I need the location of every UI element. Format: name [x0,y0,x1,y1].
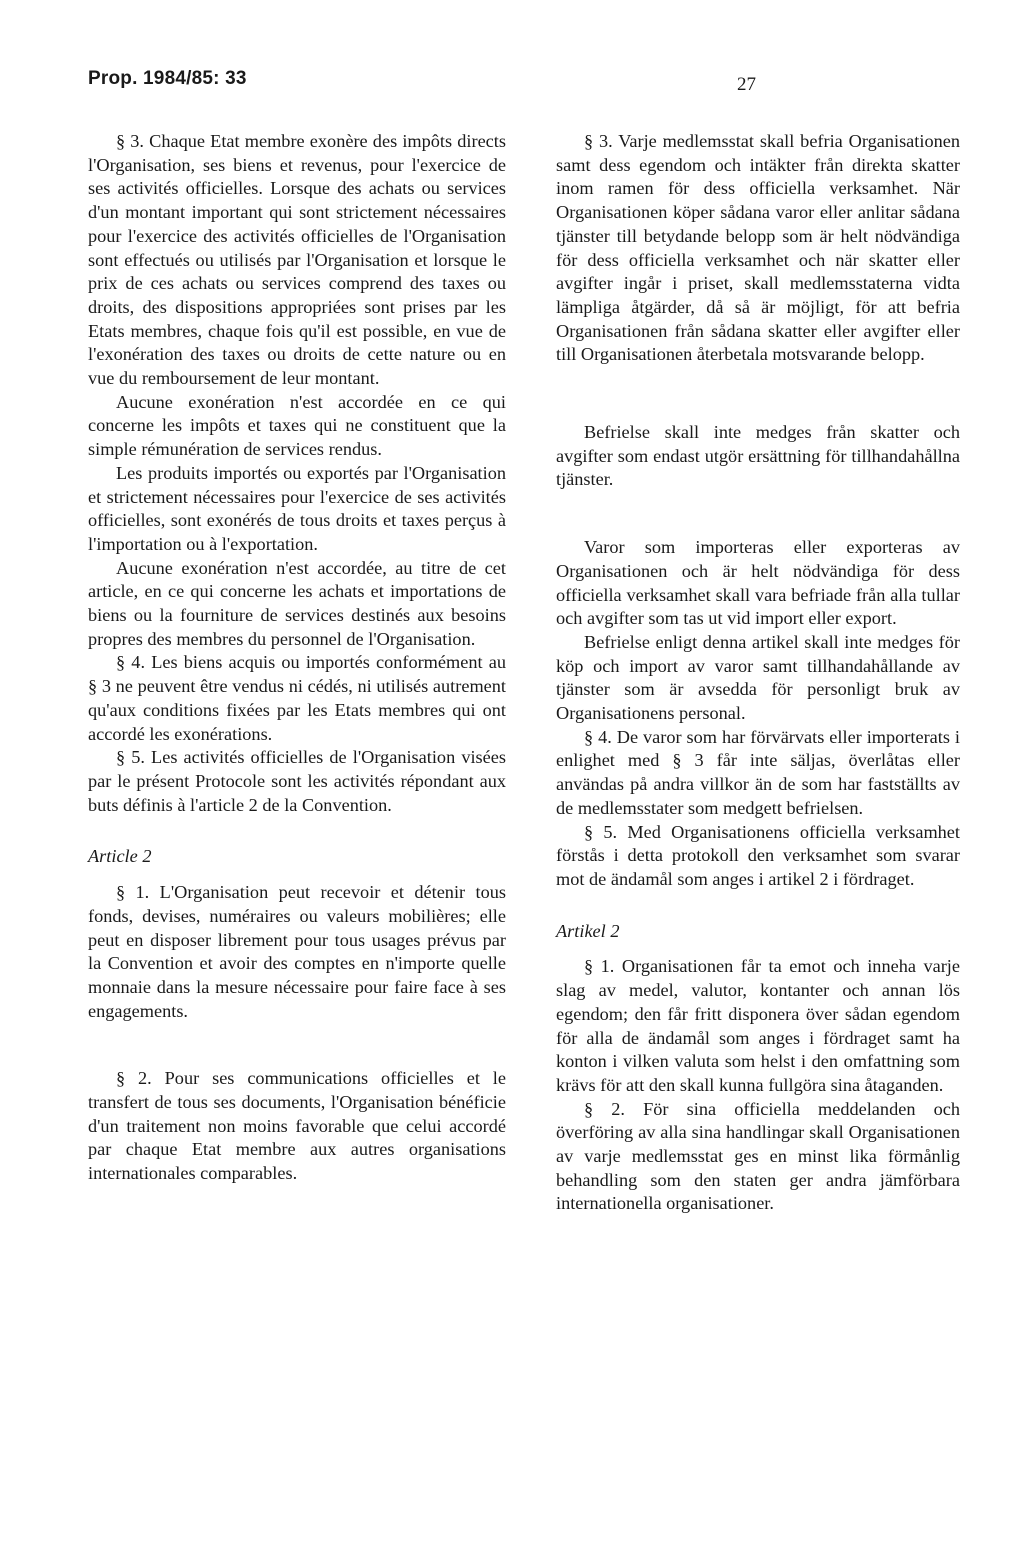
sv-section-3-paragraph-2: Befrielse skall inte medges från skatter och avgifter som endast utgör ersättning för tillhandahållna tjänster. [556,422,960,490]
fr-section-3-paragraph-4: Aucune exonération n'est accordée, au titre de cet article, en ce qui concerne les achats et importations de biens ou la fourniture de services destinés aux besoins propres des membres du personnel de l'Organisation. [88,557,506,649]
sv-section-3-paragraph-1: § 3. Varje medlemsstat skall befria Organisationen samt dess egendom och intäkter från direkta skatter inom ramen för dess officiella verksamhet. När Organisationen köper sådana varor eller anlitar sådana tjänster till betydande belopp som är helt nödvändiga för dess officiella verksamhet och när skatter eller avgifter ingår i priset, skall medlemsstaterna vidta lämpliga åtgärder, då så är möjligt, för att befria Organisationen från sådana skatter eller avgifter eller till Organisationen återbetala motsvarande belopp. [556,131,960,365]
fr-article-heading: Article 2 [88,846,152,867]
fr-section-3-paragraph-3: Les produits importés ou exportés par l'Organisation et strictement nécessaires pour l'exercice de ses activités officielles, sont exonérés de tous droits et taxes perçus à l'importation ou à l'exportation. [88,462,506,554]
sv-article-2-section-1: § 1. Organisationen får ta emot och inneha varje slag av medel, valutor, kontanter och annan lös egendom; den får fritt disponera över sådan egendom för alla de ändamål som anges i fördraget samt ha konton i vilken valuta som helst i den omfattning som krävs för att den skall kunna fullgöra sina åtaganden. [556,956,960,1095]
swedish-column [556,130,960,1216]
sv-article-2-section-2: § 2. För sina officiella meddelanden och överföring av alla sina handlingar skall Organisationen av varje medlemsstat ges en minst lika förmånlig behandling som den staten ger andra jämförbara internationella organisationer. [556,1098,960,1214]
fr-section-5: § 5. Les activités officielles de l'Organisation visées par le présent Protocole sont les activités répondant aux buts définis à l'article 2 de la Convention. [88,747,506,815]
sv-section-3-paragraph-4: Befrielse enligt denna artikel skall inte medges för köp och import av varor samt tillhandahållande av tjänster som är avsedda för personligt bruk av Organisationens personal. [556,631,960,724]
sv-section-5: § 5. Med Organisationens officiella verksamhet förstås i detta protokoll den verksamhet som svarar mot de ändamål som anges i artikel 2 i fördraget. [556,821,960,889]
page-number: 27 [737,74,756,95]
sv-section-3-paragraph-3: Varor som importeras eller exporteras av Organisationen och är helt nödvändiga för dess officiella verksamhet skall vara befriade från alla tullar och avgifter som tas ut vid import eller export. [556,537,960,629]
french-column [88,130,506,1186]
fr-section-3-paragraph-1: § 3. Chaque Etat membre exonère des impôts directs l'Organisation, ses biens et revenus, pour l'exercice de ses activités officielles. Lorsque des achats ou services d'un montant important qui sont strictement nécessaires pour l'exercice des activités officielles de l'Organisation sont effectués ou utilisés par l'Organisation et lorsque le prix de ces achats ou services comprend des taxes ou droits, des dispositions appropriées sont prises par les Etats membres, chaque fois qu'il est possible, en vue de l'exonération des taxes ou droits de cette nature ou en vue du remboursement de leur montant. [88,131,506,389]
fr-section-4: § 4. Les biens acquis ou importés conformément au § 3 ne peuvent être vendus ni cédés, ni utilisés autrement qu'aux conditions fixées par les Etats membres qui ont accordé les exonérations. [88,652,506,744]
sv-section-4: § 4. De varor som har förvärvats eller importerats i enlighet med § 3 får inte säljas, överlåtas eller användas på andra villkor än de som har fastställts av de medlemsstater som medgett befrielsen. [556,726,960,818]
fr-section-3-paragraph-2: Aucune exonération n'est accordée en ce qui concerne les impôts et taxes qui ne constituent que la simple rémunération de services rendus. [88,391,506,460]
fr-article-2-section-2: § 2. Pour ses communications officielles et le transfert de tous ses documents, l'Organisation bénéficie d'un traitement non moins favorable que celui accordé par chaque Etat membre aux autres organisations internationales comparables. [88,1068,506,1184]
running-header: Prop. 1984/85: 33 [88,68,247,89]
sv-article-heading: Artikel 2 [556,920,620,941]
fr-article-2-section-1: § 1. L'Organisation peut recevoir et détenir tous fonds, devises, numéraires ou valeurs mobilières; elle peut en disposer librement pour tous usages prévus par la Convention et avoir des comptes en n'importe quelle monnaie dans la mesure nécessaire pour faire face à ses engagements. [88,882,506,1021]
